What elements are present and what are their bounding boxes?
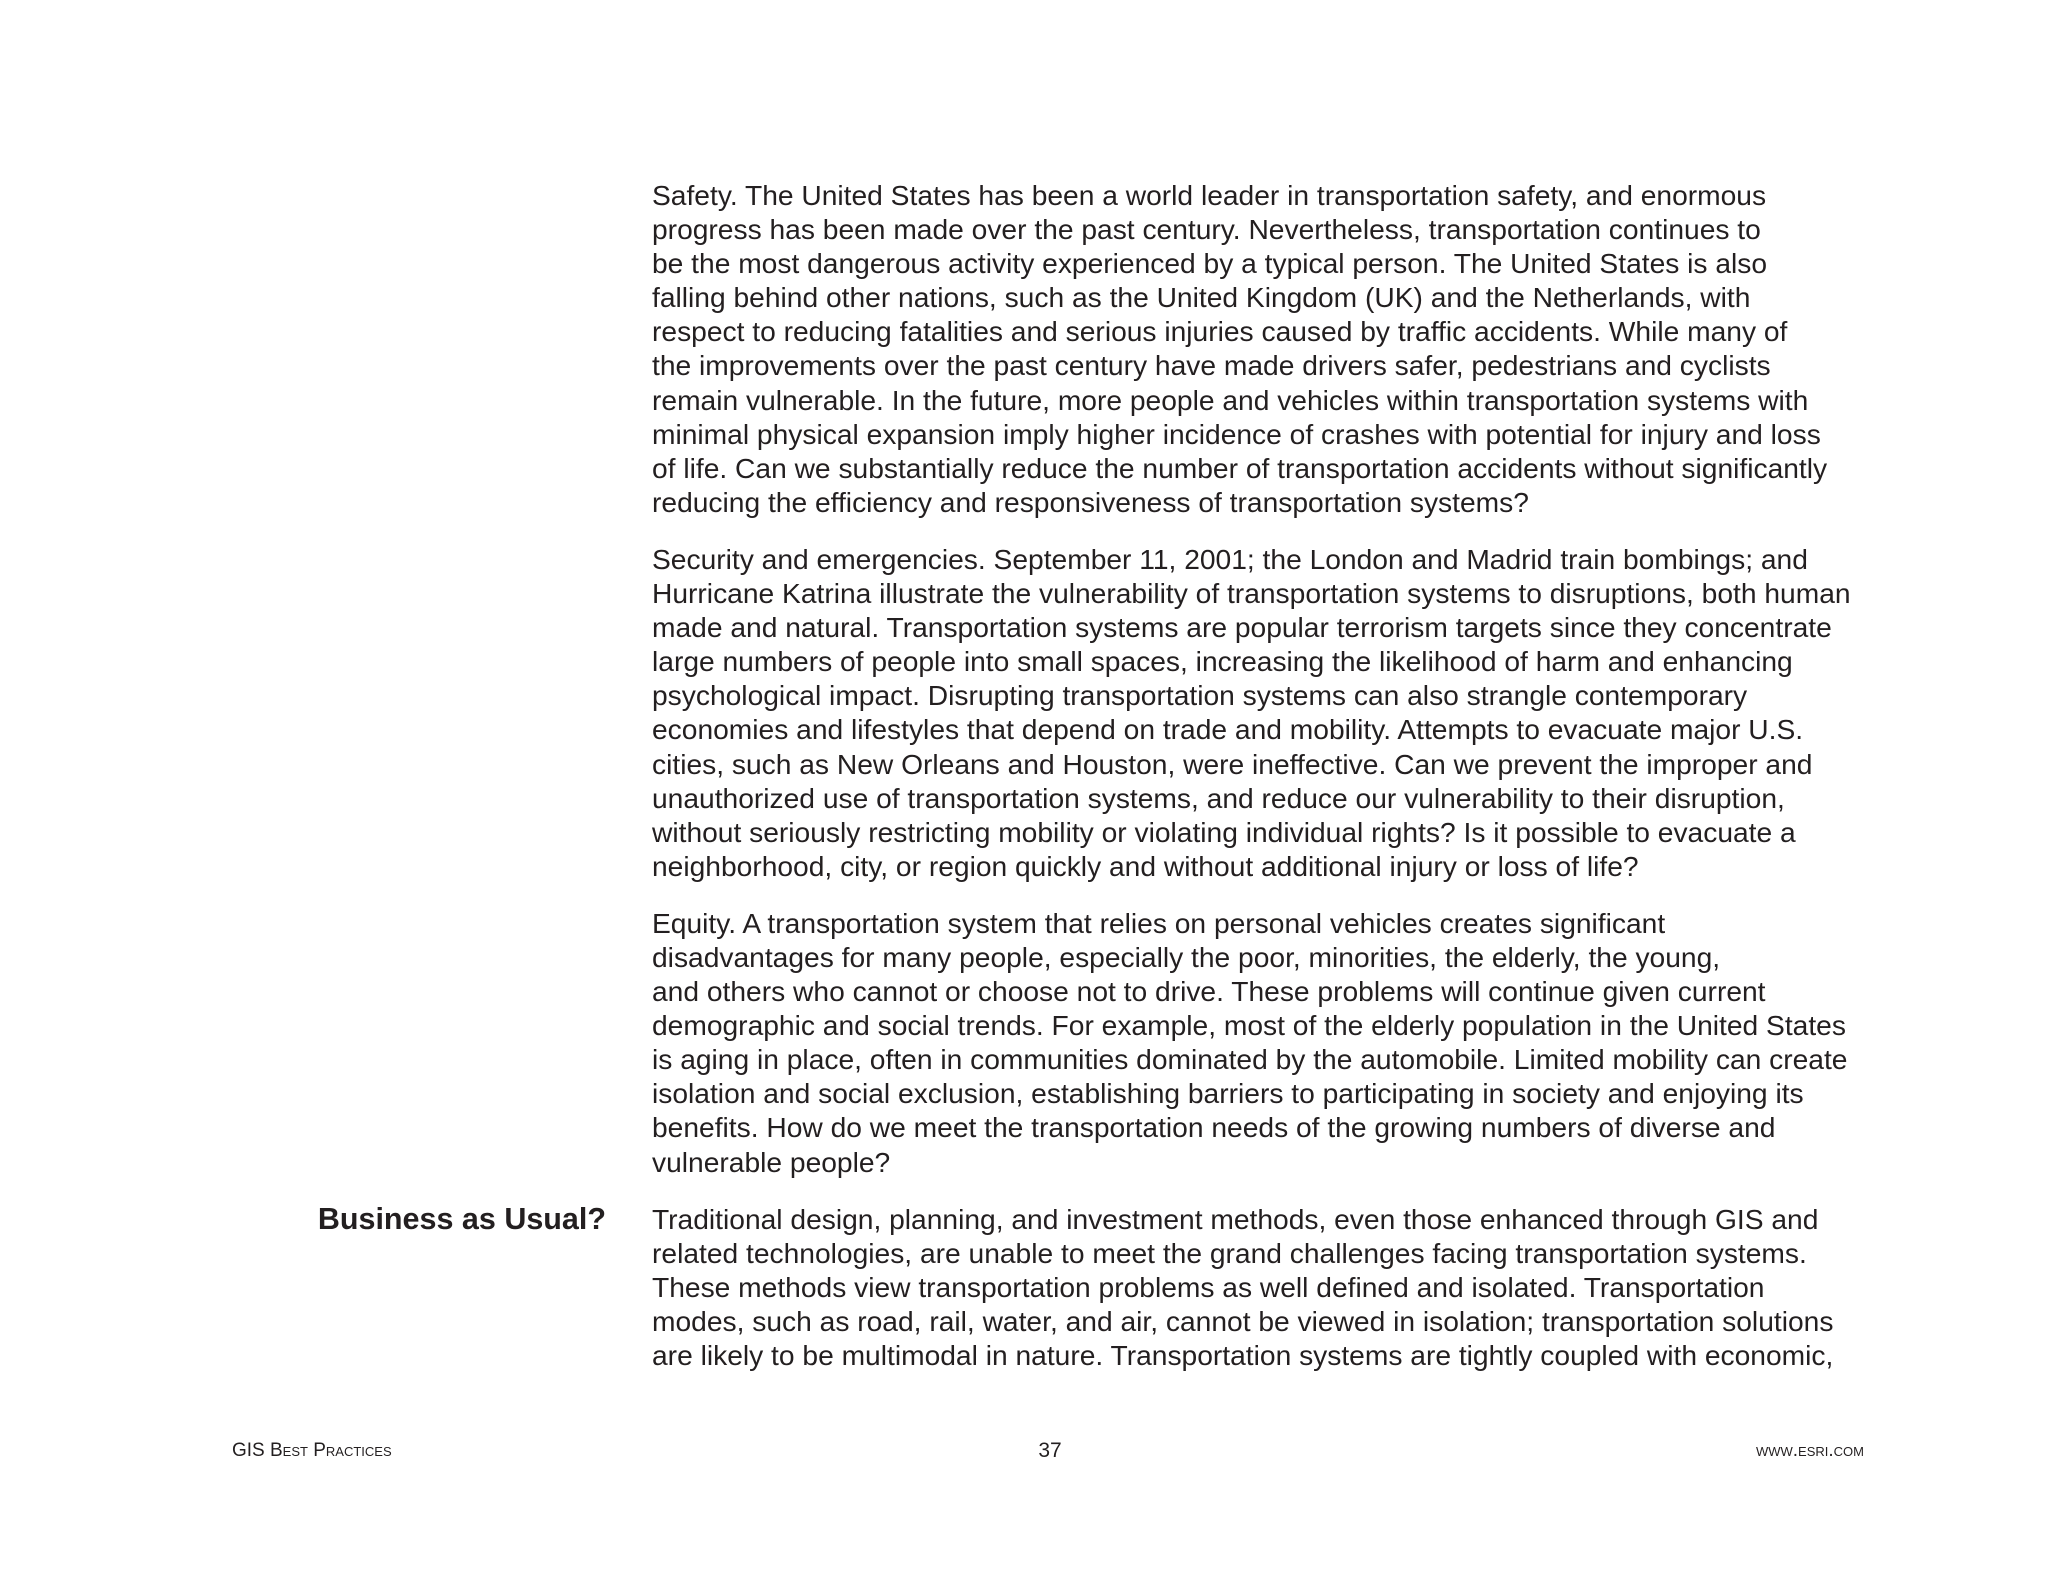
text-line: benefits. How do we meet the transportation needs of the growing numbers of diverse and bbox=[652, 1111, 1776, 1144]
paragraph-security bbox=[652, 542, 1892, 883]
text-line: large numbers of people into small spaces, increasing the likelihood of harm and enhancing bbox=[652, 645, 1793, 678]
page-number: 37 bbox=[1038, 1439, 1062, 1462]
text-line: isolation and social exclusion, establishing barriers to participating in society and enjoying its bbox=[652, 1077, 1804, 1110]
text-line: modes, such as road, rail, water, and air, cannot be viewed in isolation; transportation solutions bbox=[652, 1304, 1834, 1337]
text-line: be the most dangerous activity experienced by a typical person. The United States is also bbox=[652, 247, 1768, 280]
text-line: and others who cannot or choose not to drive. These problems will continue given current bbox=[652, 975, 1766, 1008]
text-line: demographic and social trends. For example, most of the elderly population in the United States bbox=[652, 1009, 1846, 1042]
text-line: vulnerable people? bbox=[652, 1145, 891, 1178]
text-line: of life. Can we substantially reduce the number of transportation accidents without significantly bbox=[652, 451, 1828, 484]
text-line: made and natural. Transportation systems are popular terrorism targets since they concentrate bbox=[652, 611, 1832, 644]
footer-book-title: GIS Best Practices bbox=[232, 1440, 392, 1461]
text-line: falling behind other nations, such as the United Kingdom (UK) and the Netherlands, with bbox=[652, 281, 1751, 314]
text-line: remain vulnerable. In the future, more people and vehicles within transportation systems with bbox=[652, 383, 1809, 416]
text-line: Traditional design, planning, and investment methods, even those enhanced through GIS and bbox=[652, 1202, 1819, 1235]
footer-website: www.esri.com bbox=[1755, 1440, 1864, 1461]
text-line: psychological impact. Disrupting transportation systems can also strangle contemporary bbox=[652, 679, 1748, 712]
text-line: cities, such as New Orleans and Houston, were ineffective. Can we prevent the improper and bbox=[652, 747, 1813, 780]
text-line: Hurricane Katrina illustrate the vulnerability of transportation systems to disruptions, both human bbox=[652, 577, 1851, 610]
text-line: related technologies, are unable to meet the grand challenges facing transportation systems. bbox=[652, 1236, 1807, 1269]
text-line: These methods view transportation problems as well defined and isolated. Transportation bbox=[652, 1270, 1765, 1303]
text-line: is aging in place, often in communities dominated by the automobile. Limited mobility can create bbox=[652, 1043, 1848, 1076]
text-line: Security and emergencies. September 11, 2001; the London and Madrid train bombings; and bbox=[652, 542, 1808, 575]
text-line: unauthorized use of transportation systems, and reduce our vulnerability to their disruption, bbox=[652, 781, 1785, 814]
text-line: the improvements over the past century have made drivers safer, pedestrians and cyclists bbox=[652, 349, 1771, 382]
text-line: respect to reducing fatalities and serious injuries caused by traffic accidents. While many of bbox=[652, 315, 1788, 348]
paragraph-business-as-usual bbox=[652, 1202, 1892, 1372]
text-line: Safety. The United States has been a world leader in transportation safety, and enormous bbox=[652, 179, 1767, 211]
paragraph-equity bbox=[652, 906, 1892, 1179]
text-line: Equity. A transportation system that relies on personal vehicles creates significant bbox=[652, 906, 1666, 939]
text-line: without seriously restricting mobility or violating individual rights? Is it possible to evacuate a bbox=[652, 815, 1796, 848]
text-line: are likely to be multimodal in nature. Transportation systems are tightly coupled with economic, bbox=[652, 1339, 1834, 1371]
text-line: progress has been made over the past century. Nevertheless, transportation continues to bbox=[652, 213, 1761, 246]
text-line: economies and lifestyles that depend on trade and mobility. Attempts to evacuate major U.S. bbox=[652, 713, 1804, 746]
section-heading-business-as-usual: Business as Usual? bbox=[317, 1202, 606, 1236]
text-line: disadvantages for many people, especially the poor, minorities, the elderly, the young, bbox=[652, 940, 1721, 973]
body-text-column bbox=[652, 178, 1892, 1395]
text-line: neighborhood, city, or region quickly and without additional injury or loss of life? bbox=[652, 849, 1639, 882]
text-line: reducing the efficiency and responsiveness of transportation systems? bbox=[652, 485, 1529, 518]
text-line: minimal physical expansion imply higher incidence of crashes with potential for injury and loss bbox=[652, 417, 1821, 450]
paragraph-safety bbox=[652, 178, 1892, 519]
